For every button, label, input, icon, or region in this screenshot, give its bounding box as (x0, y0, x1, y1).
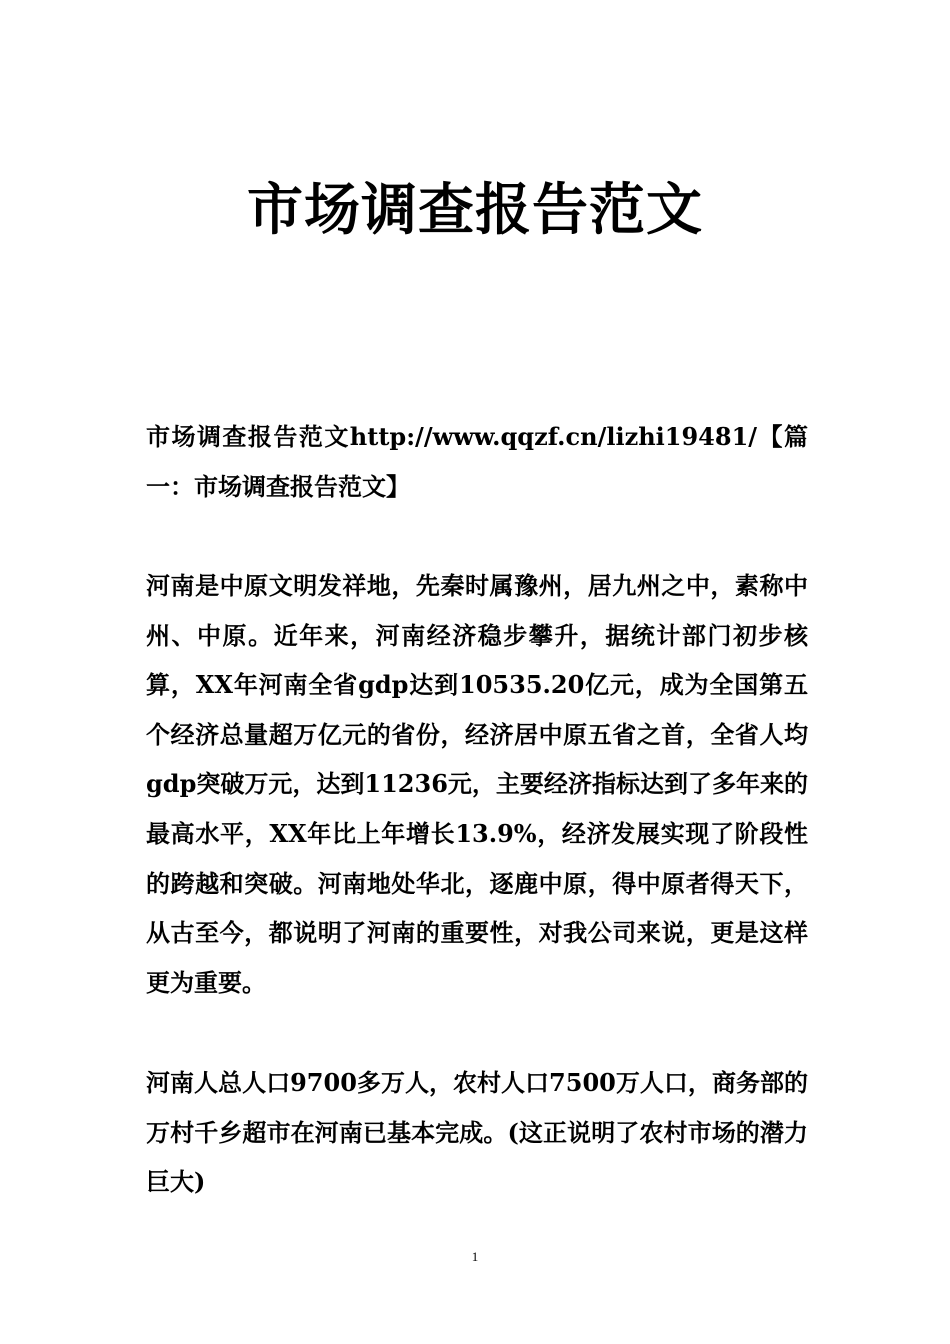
paragraph-henan-economy: 河南是中原文明发祥地，先秦时属豫州，居九州之中，素称中州、中原。近年来，河南经济稳步攀升，据统计部门初步核算，XX年河南全省gdp达到10535.20亿元，成为全国第五个经济总量超万亿元的省份，经济居中原五省之首，全省人均gdp突破万元，达到11236元，主要经济指标达到了多年来的最高水平，XX年比上年增长13.9%，经济发展实现了阶段性的跨越和突破。河南地处华北，逐鹿中原，得中原者得天下，从古至今，都说明了河南的重要性，对我公司来说，更是这样更为重要。 (146, 571, 808, 997)
paragraph-henan-population: 河南人总人口9700多万人，农村人口7500万人口，商务部的万村千乡超市在河南已基本完成。(这正说明了农村市场的潜力巨大) (146, 1068, 808, 1197)
page-number: 1 (471, 1249, 479, 1264)
document-title: 市场调查报告范文 (247, 177, 703, 243)
paragraph-intro: 市场调查报告范文http://www.qqzf.cn/lizhi19481/【篇一：市场调查报告范文】 (146, 422, 808, 501)
